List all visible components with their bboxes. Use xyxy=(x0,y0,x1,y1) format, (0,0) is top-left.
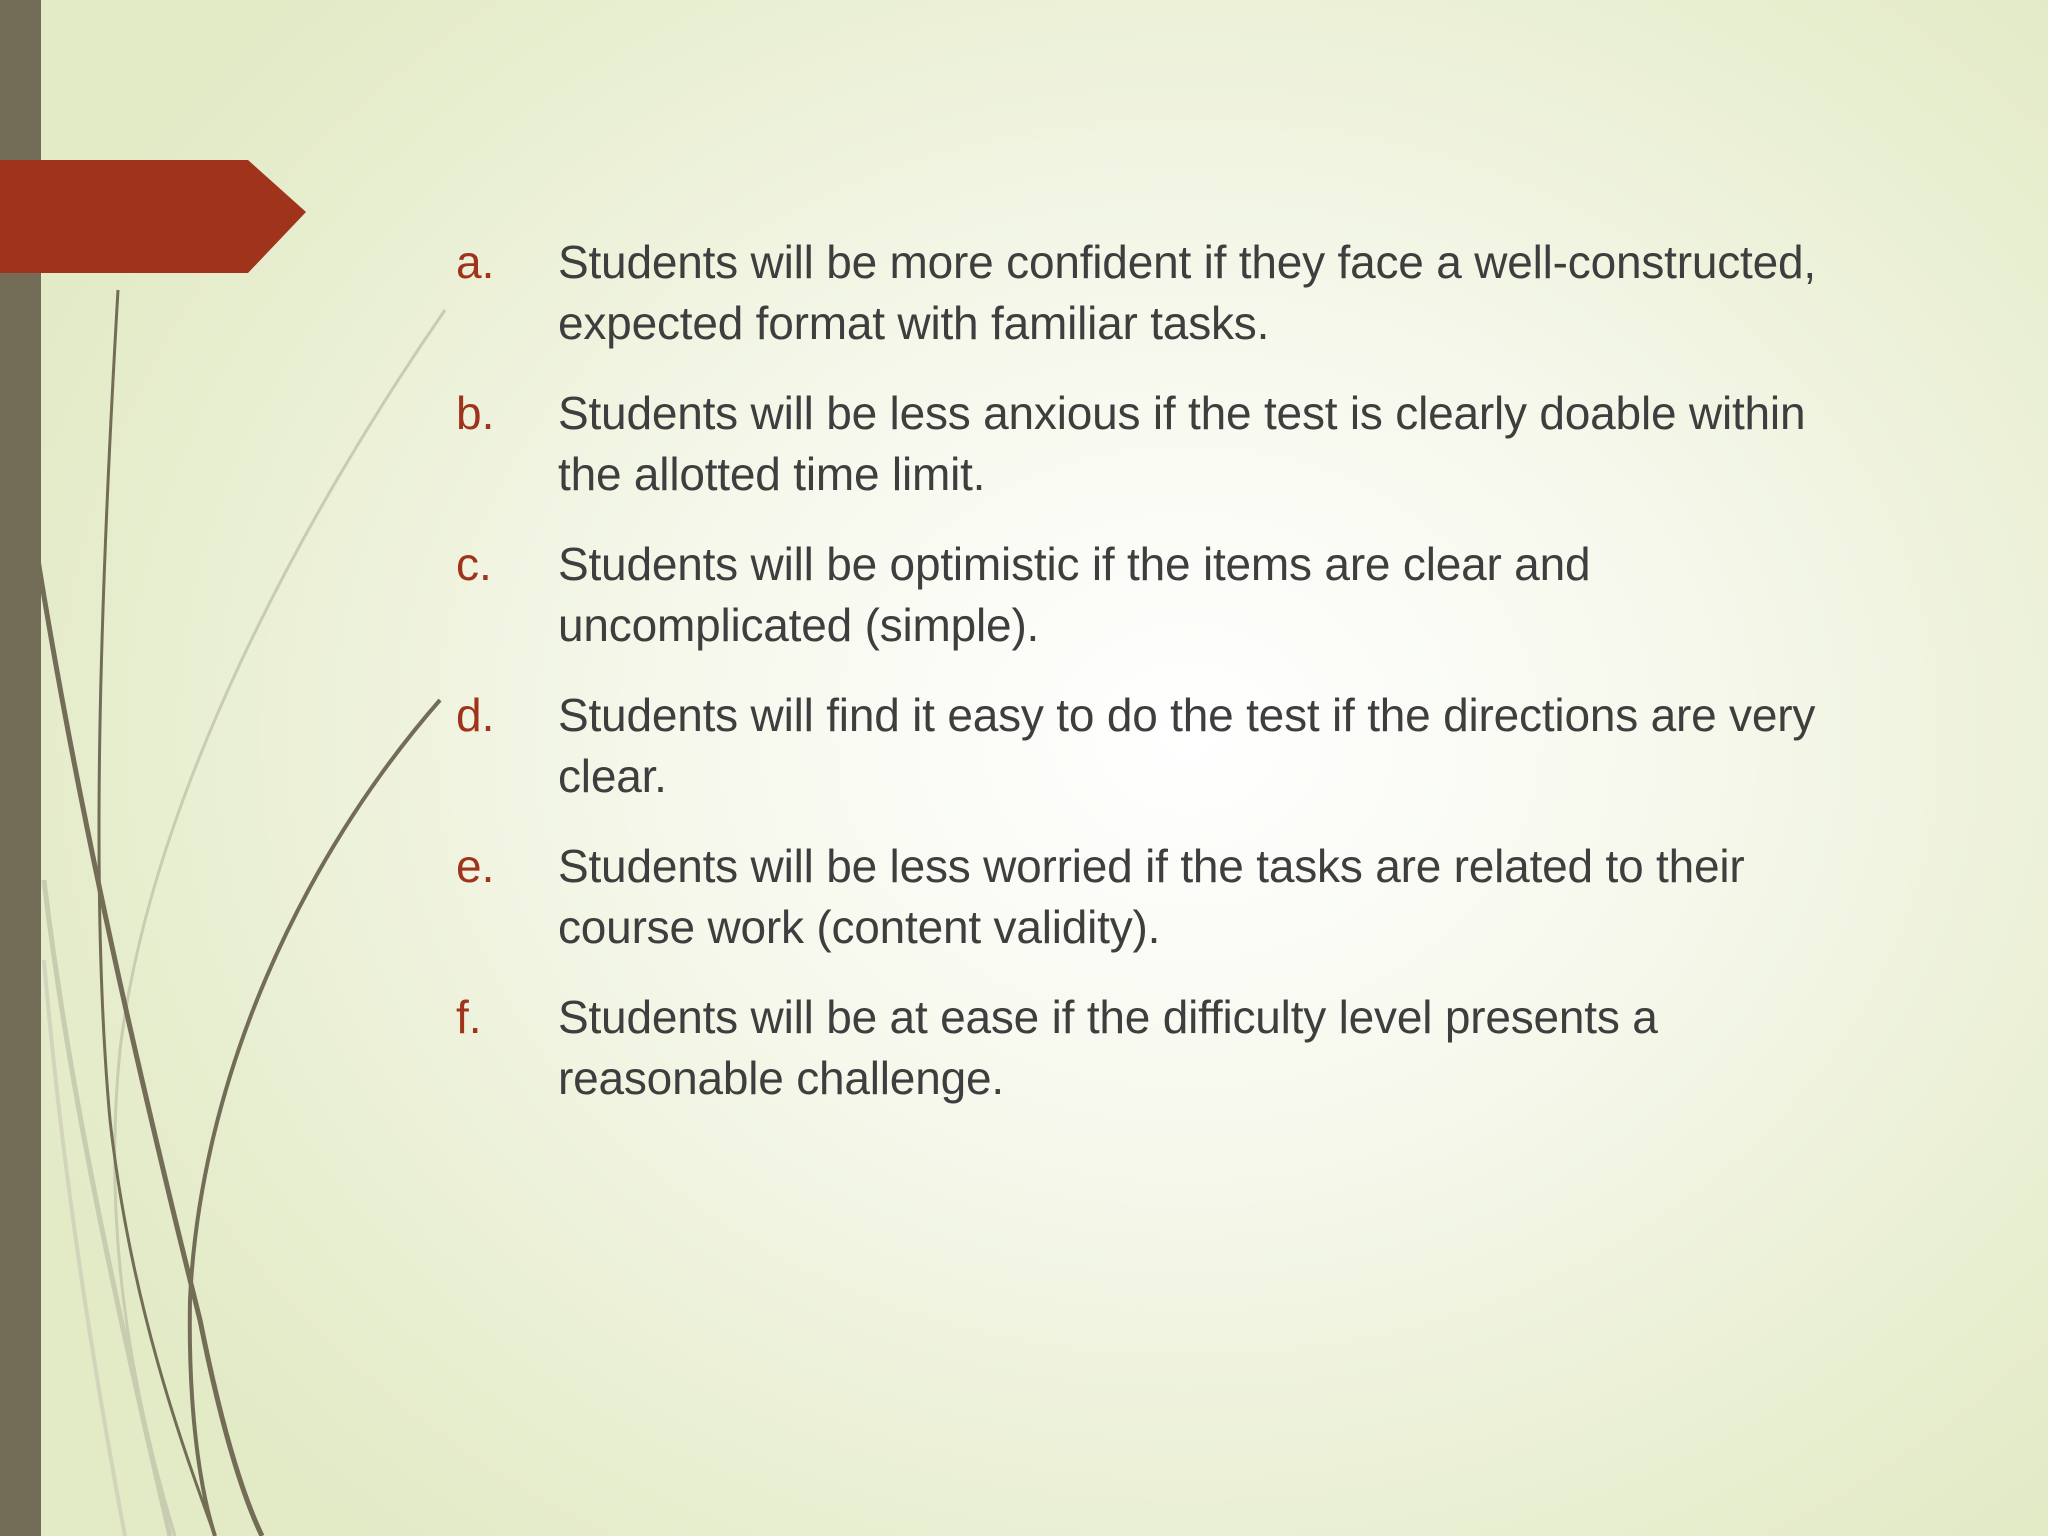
list-item xyxy=(456,232,1876,354)
red-arrow-banner xyxy=(0,160,306,273)
list-item xyxy=(456,383,1876,505)
list-item-text: Students will be at ease if the difficulty level presents a reasonable challenge. xyxy=(558,991,1658,1104)
list-item-text: Students will be less anxious if the test is clearly doable within the allotted time limit. xyxy=(558,387,1806,500)
list-item-text: Students will be more confident if they face a well-constructed, expected format with familiar tasks. xyxy=(558,236,1816,349)
list-marker: a. xyxy=(456,236,495,288)
list-marker: f. xyxy=(456,991,482,1043)
list-marker: c. xyxy=(456,538,492,590)
list-item-text: Students will be optimistic if the items are clear and uncomplicated (simple). xyxy=(558,538,1591,651)
list-item-text: Students will find it easy to do the test if the directions are very clear. xyxy=(558,689,1816,802)
list-marker: d. xyxy=(456,689,495,741)
list-marker: b. xyxy=(456,387,495,439)
list-item xyxy=(456,836,1876,958)
list-item xyxy=(456,987,1876,1109)
list-item-text: Students will be less worried if the tasks are related to their course work (content validity). xyxy=(558,840,1745,953)
bullet-list xyxy=(456,232,1876,1138)
list-item xyxy=(456,685,1876,807)
list-item xyxy=(456,534,1876,656)
list-marker: e. xyxy=(456,840,495,892)
